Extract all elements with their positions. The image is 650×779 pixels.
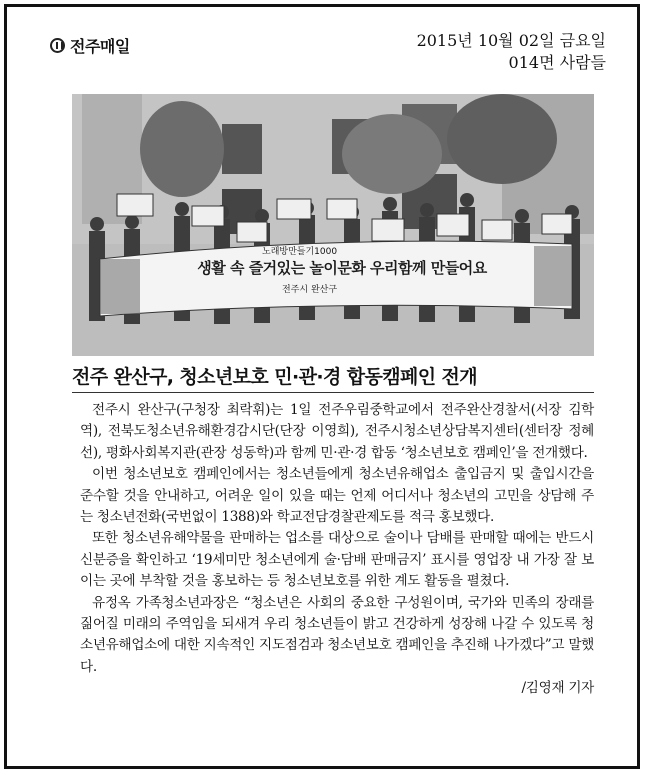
publication-date: 2015년 10월 02일 금요일 bbox=[416, 31, 606, 50]
article-paragraph: 전주시 완산구(구청장 최락휘)는 1일 전주우림중학교에서 전주완산경찰서(서장 김학역), 전북도청소년유해환경감시단(단장 이영희), 전주시청소년상담복지센터(센터장 정혜선), 평화사회복지관(관장 성동학)과 함께 민·관·경 합동 ‘청소년보호 캠페인’을 전개했다. bbox=[80, 402, 594, 461]
banner-small-text: 노래방만들기1000 bbox=[262, 247, 338, 257]
article-paragraph: 또한 청소년유해약물을 판매하는 업소를 대상으로 술이나 담배를 판매할 때에는 반드시 신분증을 확인하고 ‘19세미만 청소년에게 술·담배 판매금지’ 표시를 영업장 내 가장 잘 보이는 곳에 부착할 것을 홍보하는 등 청소년보호를 위한 계도 활동을 펼쳤다. bbox=[80, 530, 594, 590]
jeonju-maeil-logo-icon bbox=[50, 38, 65, 53]
banner-slogan: 생활 속 즐거있는 놀이문화 우리함께 만들어요 bbox=[197, 259, 487, 277]
campaign-photo bbox=[72, 94, 594, 356]
dateline bbox=[417, 30, 606, 74]
reporter-byline: /김영재 기자 bbox=[521, 680, 594, 697]
article-body bbox=[80, 400, 594, 700]
newspaper-logo: 전주매일 bbox=[70, 37, 130, 56]
banner-organization: 전주시 완산구 bbox=[282, 285, 338, 295]
article-paragraph: 이번 청소년보호 캠페인에서는 청소년들에게 청소년유해업소 출입금지 및 출입시간을 준수할 것을 안내하고, 어려운 일이 있을 때는 언제 어디서나 청소년의 고민을 상담해 주는 청소년전화(국번없이 1388)와 학교전담경찰관제도를 적극 홍보했다. bbox=[80, 466, 594, 526]
headline-rule bbox=[72, 392, 594, 393]
page-section: 014면 사람들 bbox=[508, 53, 606, 72]
masthead bbox=[50, 34, 130, 57]
article-headline: 전주 완산구, 청소년보호 민·관·경 합동캠페인 전개 bbox=[72, 366, 478, 388]
article-paragraph: 유정옥 가족청소년과장은 “청소년은 사회의 중요한 구성원이며, 국가와 민족의 장래를 짊어질 미래의 주역임을 되새겨 우리 청소년들이 밝고 건강하게 성장해 나갈 수 있도록 청소년유해업소에 대한 지속적인 지도점검과 청소년보호 캠페인을 추진해 나가겠다”고 말했다. bbox=[80, 594, 594, 675]
